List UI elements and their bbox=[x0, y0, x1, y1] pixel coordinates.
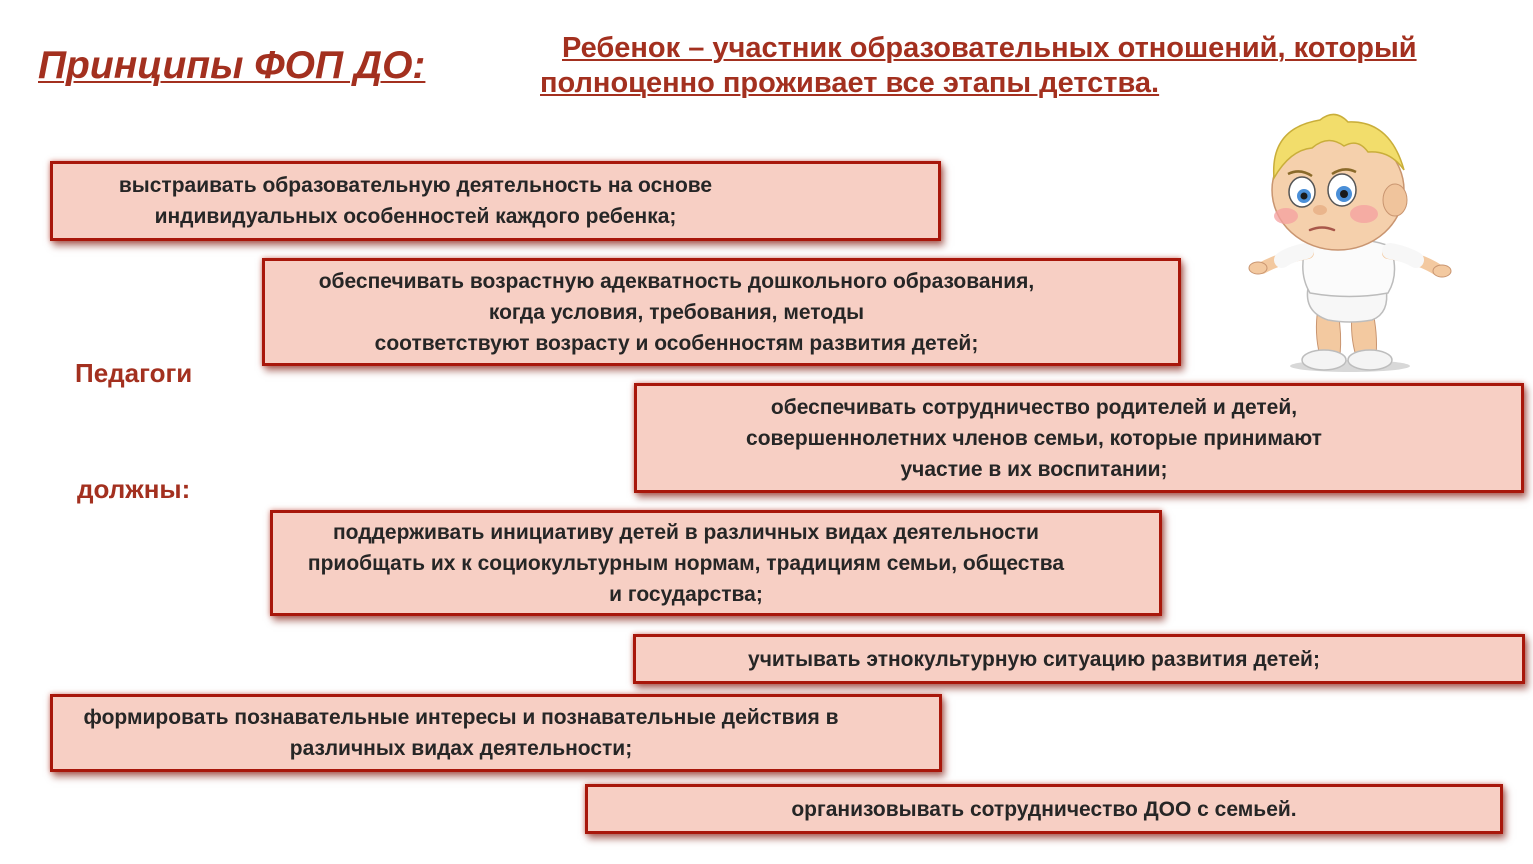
principle-box-3 bbox=[634, 383, 1524, 493]
side-label-must: должны: bbox=[77, 474, 191, 504]
principle-1-line-1: выстраивать образовательную деятельность на основе bbox=[118, 174, 713, 197]
principle-2-line-3: соответствуют возрасту и особенностям развития детей; bbox=[374, 331, 979, 355]
principle-4-line-3: и государства; bbox=[609, 582, 763, 606]
principle-3-line-3: участие в их воспитании; bbox=[900, 457, 1168, 481]
page-title: Принципы ФОП ДО: bbox=[38, 44, 426, 87]
principle-6-line-1: формировать познавательные интересы и познавательные действия в bbox=[83, 706, 839, 729]
principle-1-line-2: индивидуальных особенностей каждого ребенка; bbox=[154, 205, 677, 228]
principle-3-line-2: совершеннолетних членов семьи, которые принимают bbox=[746, 426, 1322, 450]
subtitle-line-1: Ребенок – участник образовательных отношений, который bbox=[562, 32, 1417, 64]
principle-6-line-2: различных видах деятельности; bbox=[289, 737, 633, 760]
side-label-teachers: Педагоги bbox=[75, 358, 193, 388]
principle-3-line-1: обеспечивать сотрудничество родителей и детей, bbox=[770, 395, 1298, 419]
principle-box-1 bbox=[50, 161, 941, 241]
principle-7-line-1: организовывать сотрудничество ДОО с семьей. bbox=[791, 797, 1297, 821]
principle-2-line-2: когда условия, требования, методы bbox=[488, 300, 865, 324]
principle-5-line-1: учитывать этнокультурную ситуацию развития детей; bbox=[748, 647, 1320, 671]
principle-box-7 bbox=[585, 784, 1503, 834]
principle-2-line-1: обеспечивать возрастную адекватность дошкольного образования, bbox=[318, 269, 1035, 293]
subtitle bbox=[540, 31, 1450, 101]
principle-box-5 bbox=[633, 634, 1525, 684]
principle-box-6 bbox=[50, 694, 942, 772]
principle-box-2 bbox=[262, 258, 1181, 366]
principle-4-line-1: поддерживать инициативу детей в различных видах деятельности bbox=[333, 520, 1039, 544]
principle-box-4 bbox=[270, 510, 1162, 616]
principle-4-line-2: приобщать их к социокультурным нормам, традициям семьи, общества bbox=[307, 551, 1065, 575]
cartoon-child-illustration bbox=[1240, 108, 1500, 376]
subtitle-line-2: полноценно проживает все этапы детства. bbox=[540, 67, 1160, 99]
